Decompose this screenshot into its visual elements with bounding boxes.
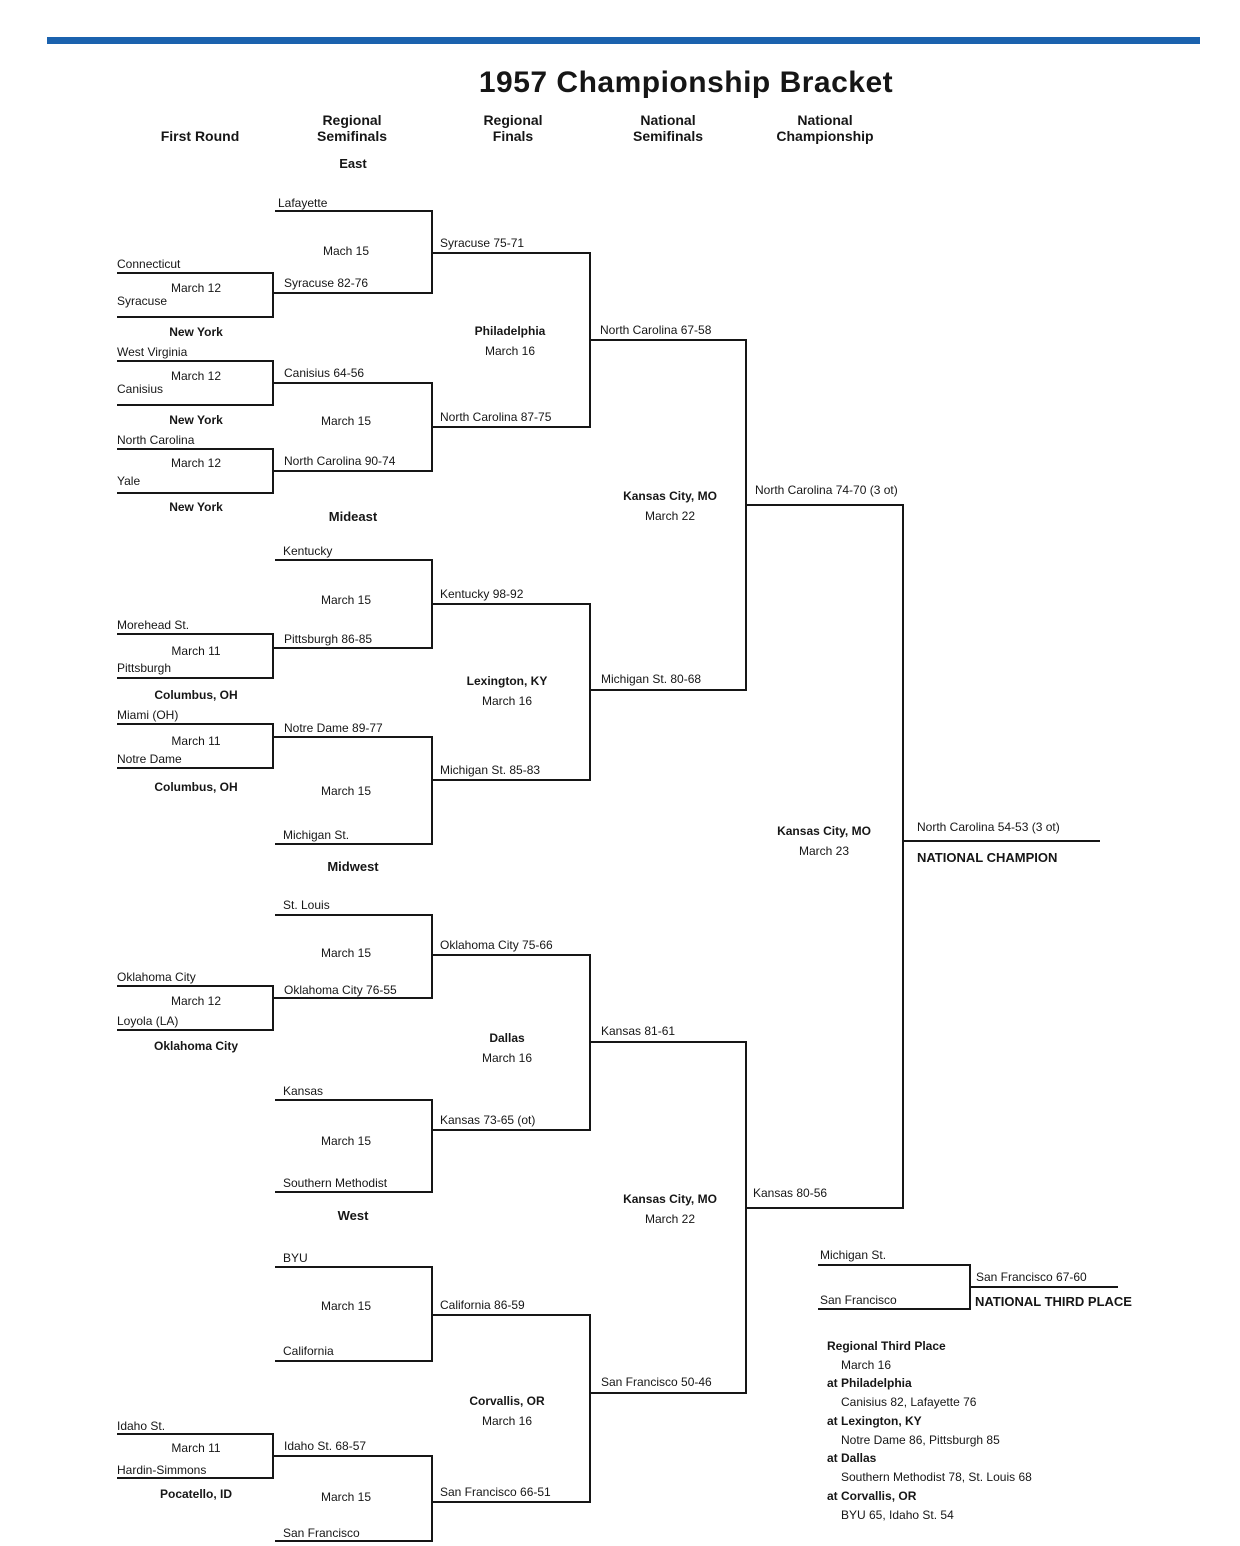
bracket-line [273, 470, 432, 472]
bracket-line [431, 736, 433, 845]
mideast-g2-team2: Notre Dame [117, 752, 182, 766]
east-g3-site: New York [169, 500, 223, 514]
midwest-sf1-result: Oklahoma City 75-66 [440, 938, 553, 952]
bracket-line [275, 1360, 432, 1362]
midwest-sf1-date: March 15 [320, 946, 372, 960]
east-g2-team2: Canisius [117, 382, 164, 396]
bracket-line [818, 1308, 970, 1310]
bracket-line [590, 339, 746, 341]
bracket-line [432, 426, 590, 428]
national-sf2-site: Kansas City, MO [623, 1192, 717, 1206]
bracket-line [902, 504, 904, 1209]
regional-third-place-site: at Philadelphia [827, 1376, 912, 1390]
bracket-line [275, 1191, 432, 1193]
bracket-line [117, 272, 273, 274]
west-g1-date: March 11 [171, 1441, 221, 1455]
bracket-line [275, 843, 432, 845]
mideast-sf1-date: March 15 [320, 593, 372, 607]
west-bye-team: BYU [283, 1251, 308, 1265]
west-bye3-team: San Francisco [283, 1526, 360, 1540]
bracket-line [431, 1455, 433, 1542]
bracket-line [117, 985, 273, 987]
regional-third-place-score: Southern Methodist 78, St. Louis 68 [841, 1470, 1032, 1484]
national-sf1-result: North Carolina 74-70 (3 ot) [755, 483, 898, 497]
region-label-west: West [337, 1208, 369, 1223]
bracket-line [275, 1540, 432, 1542]
column-header-national-championship: National Championship [776, 112, 874, 144]
regional-third-place-site: at Dallas [827, 1451, 877, 1465]
bracket-line [590, 1041, 746, 1043]
bracket-line [432, 603, 590, 605]
bracket-line [432, 1129, 590, 1131]
regional-third-place-date: March 16 [841, 1358, 892, 1372]
mideast-g1-team1: Morehead St. [117, 618, 190, 632]
bracket-line [117, 723, 273, 725]
bracket-line [589, 1314, 591, 1503]
bracket-line [745, 339, 747, 691]
east-g3-team2: Yale [117, 474, 141, 488]
east-sf1-date: Mach 15 [322, 244, 370, 258]
bracket-line [272, 272, 274, 318]
third-place-result: San Francisco 67-60 [976, 1270, 1087, 1284]
bracket-line [746, 504, 903, 506]
midwest-bye-team: St. Louis [283, 898, 330, 912]
national-sf2-result: Kansas 80-56 [753, 1186, 828, 1200]
bracket-line [117, 633, 273, 635]
midwest-g1-team1: Oklahoma City [117, 970, 196, 984]
mideast-g2-winner: Notre Dame 89-77 [284, 721, 383, 735]
bracket-line [273, 736, 432, 738]
bracket-line [117, 1029, 273, 1031]
mideast-g1-winner: Pittsburgh 86-85 [284, 632, 373, 646]
midwest-g1-date: March 12 [170, 994, 222, 1008]
bracket-line [273, 647, 432, 649]
midwest-sf2-date: March 15 [320, 1134, 372, 1148]
national-sf1-date: March 22 [644, 509, 696, 523]
mideast-g2-team1: Miami (OH) [117, 708, 179, 722]
regional-third-place-score: Notre Dame 86, Pittsburgh 85 [841, 1433, 1000, 1447]
midwest-g1-site: Oklahoma City [153, 1039, 239, 1053]
east-final-date: March 16 [484, 344, 536, 358]
mideast-final-result: Michigan St. 80-68 [601, 672, 702, 686]
mideast-g1-team2: Pittsburgh [117, 661, 172, 675]
midwest-final-result: Kansas 81-61 [601, 1024, 676, 1038]
bracket-line [746, 1207, 903, 1209]
column-header-regional-semifinals: Regional Semifinals [316, 112, 388, 144]
midwest-g1-winner: Oklahoma City 76-55 [284, 983, 397, 997]
west-sf1-date: March 15 [320, 1299, 372, 1313]
east-final-result: North Carolina 67-58 [600, 323, 712, 337]
column-header-national-semifinals: National Semifinals [632, 112, 704, 144]
bracket-line [117, 404, 273, 406]
east-sf2-date: March 15 [320, 414, 372, 428]
bracket-line [117, 1477, 273, 1479]
mideast-final-site: Lexington, KY [466, 674, 548, 688]
east-sf1-result: Syracuse 75-71 [440, 236, 525, 250]
bracket-line [590, 689, 746, 691]
regional-third-place-score: Canisius 82, Lafayette 76 [841, 1395, 977, 1409]
bracket-line [431, 1099, 433, 1193]
west-final-date: March 16 [481, 1414, 533, 1428]
mideast-g2-site: Columbus, OH [154, 780, 238, 794]
west-bye2-team: California [283, 1344, 334, 1358]
east-sf2-result: North Carolina 87-75 [440, 410, 552, 424]
midwest-sf2-result: Kansas 73-65 (ot) [440, 1113, 536, 1127]
bracket-line [432, 1501, 590, 1503]
bracket-line [117, 360, 273, 362]
midwest-final-site: Dallas [489, 1031, 525, 1045]
west-g1-team2: Hardin-Simmons [117, 1463, 207, 1477]
mideast-g1-site: Columbus, OH [154, 688, 238, 702]
east-g2-date: March 12 [170, 369, 222, 383]
east-g3-team1: North Carolina [117, 433, 195, 447]
region-label-mideast: Mideast [328, 509, 378, 524]
national-champion-label: NATIONAL CHAMPION [917, 850, 1058, 865]
mideast-sf2-result: Michigan St. 85-83 [440, 763, 541, 777]
bracket-line [590, 1392, 746, 1394]
bracket-line [117, 1433, 273, 1435]
west-sf2-result: San Francisco 66-51 [440, 1485, 551, 1499]
mideast-g1-date: March 11 [171, 644, 221, 658]
bracket-line [117, 316, 273, 318]
bracket-line [970, 1286, 1118, 1288]
bracket-line [117, 677, 273, 679]
regional-third-place-site: at Corvallis, OR [827, 1489, 917, 1503]
bracket-line [432, 1314, 590, 1316]
east-g2-team1: West Virginia [117, 345, 188, 359]
west-final-site: Corvallis, OR [469, 1394, 545, 1408]
bracket-line [589, 603, 591, 781]
west-sf1-result: California 86-59 [440, 1298, 525, 1312]
east-g3-date: March 12 [170, 456, 222, 470]
bracket-line [903, 840, 1100, 842]
midwest-bye3-team: Southern Methodist [283, 1176, 388, 1190]
national-sf2-date: March 22 [644, 1212, 696, 1226]
bracket-line [272, 633, 274, 679]
bracket-line [272, 985, 274, 1031]
midwest-g1-team2: Loyola (LA) [117, 1014, 179, 1028]
bracket-line [275, 1099, 432, 1101]
bracket-line [432, 252, 590, 254]
bracket-line [273, 1455, 432, 1457]
bracket-line [275, 210, 432, 212]
west-g1-team1: Idaho St. [117, 1419, 166, 1433]
column-header-regional-finals: Regional Finals [483, 112, 543, 144]
region-label-midwest: Midwest [327, 859, 379, 874]
bracket-line [432, 954, 590, 956]
bracket-line [432, 779, 590, 781]
east-bye-team: Lafayette [278, 196, 328, 210]
regional-third-place-title: Regional Third Place [827, 1339, 946, 1353]
bracket-line [275, 559, 432, 561]
regional-third-place-site: at Lexington, KY [827, 1414, 922, 1428]
bracket-line [275, 1266, 432, 1268]
page-title: 1957 Championship Bracket [478, 66, 894, 99]
bracket-line [117, 448, 273, 450]
bracket-line [818, 1264, 970, 1266]
national-final-result: North Carolina 54-53 (3 ot) [917, 820, 1060, 834]
bracket-line [273, 997, 432, 999]
bracket-line [431, 914, 433, 999]
mideast-sf2-date: March 15 [320, 784, 372, 798]
east-g1-site: New York [169, 325, 223, 339]
east-g1-team1: Connecticut [117, 257, 181, 271]
mideast-final-date: March 16 [481, 694, 533, 708]
midwest-final-date: March 16 [481, 1051, 533, 1065]
region-label-east: East [339, 156, 367, 171]
bracket-line [272, 723, 274, 769]
bracket-line [745, 1041, 747, 1394]
third-place-team1: Michigan St. [820, 1248, 887, 1262]
east-g2-winner: Canisius 64-56 [284, 366, 365, 380]
mideast-sf1-result: Kentucky 98-92 [440, 587, 524, 601]
mideast-g2-date: March 11 [171, 734, 221, 748]
bracket-line [275, 914, 432, 916]
midwest-bye2-team: Kansas [283, 1084, 324, 1098]
east-g3-winner: North Carolina 90-74 [284, 454, 396, 468]
west-g1-winner: Idaho St. 68-57 [284, 1439, 367, 1453]
east-g1-date: March 12 [170, 281, 222, 295]
national-sf1-site: Kansas City, MO [623, 489, 717, 503]
mideast-bye-team: Kentucky [283, 544, 333, 558]
bracket-line [117, 767, 273, 769]
west-final-result: San Francisco 50-46 [601, 1375, 712, 1389]
regional-third-place-score: BYU 65, Idaho St. 54 [841, 1508, 954, 1522]
east-g1-winner: Syracuse 82-76 [284, 276, 369, 290]
bracket-line [117, 492, 273, 494]
east-final-site: Philadelphia [474, 324, 546, 338]
column-header-first-round: First Round [160, 128, 240, 144]
national-final-date: March 23 [798, 844, 850, 858]
west-g1-site: Pocatello, ID [159, 1487, 233, 1501]
third-place-team2: San Francisco [820, 1293, 897, 1307]
mideast-bye2-team: Michigan St. [283, 828, 350, 842]
national-third-place-label: NATIONAL THIRD PLACE [975, 1294, 1132, 1309]
bracket-line [273, 292, 432, 294]
west-sf2-date: March 15 [320, 1490, 372, 1504]
bracket-line [273, 382, 432, 384]
east-g2-site: New York [169, 413, 223, 427]
east-g1-team2: Syracuse [117, 294, 168, 308]
national-final-site: Kansas City, MO [777, 824, 871, 838]
top-accent-bar [47, 37, 1200, 44]
